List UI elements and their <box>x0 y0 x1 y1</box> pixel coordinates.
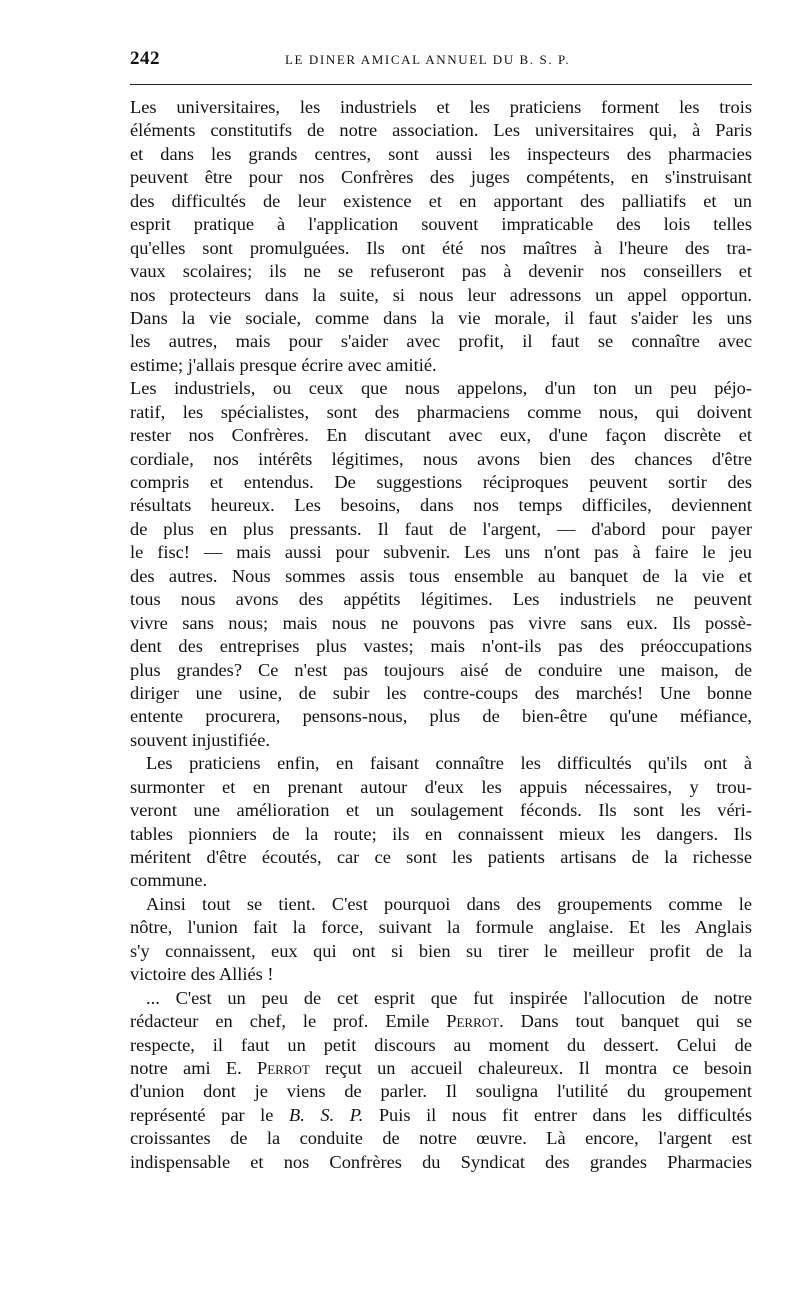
text-line: Les praticiens enfin, en faisant connaître les difficultés qu'ils ont à <box>146 753 752 774</box>
running-title: LE DINER AMICAL ANNUEL DU B. S. P. <box>285 52 571 67</box>
text-line: compris et entendus. De suggestions réciproques peuvent sortir des <box>130 472 752 492</box>
text-line: diriger une usine, de subir les contre-coups des marchés! Une bonne <box>130 682 752 703</box>
text-line: esprit pratique à l'application souvent impraticable des lois telles <box>130 214 752 235</box>
text-line: Les industriels, ou ceux que nous appelons, d'un ton un peu péjo- <box>130 378 752 399</box>
text-line: nôtre, l'union fait la force, suivant la formule anglaise. Et les Anglais <box>130 917 752 938</box>
text-line: plus grandes? Ce n'est pas toujours aisé de conduire une maison, de <box>130 659 752 680</box>
text-line: méritent d'être écoutés, car ce sont les patients artisans de la richesse <box>130 847 752 867</box>
text-line: ... C'est un peu de cet esprit que fut inspirée l'allocution de notre <box>146 987 752 1008</box>
header-rule <box>130 84 752 85</box>
text-line: Ainsi tout se tient. C'est pourquoi dans des groupements comme le <box>146 893 752 914</box>
text-line: commune. <box>130 870 208 891</box>
text-line: des autres. Nous sommes assis tous ensemble au banquet de la vie et <box>130 565 752 586</box>
text-line: croissantes de la conduite de notre œuvre. Là encore, l'argent est <box>130 1128 752 1149</box>
text-line: s'y connaissent, eux qui ont si bien su tirer le meilleur profit de la <box>130 940 752 961</box>
text-line: Les universitaires, les industriels et les praticiens forment les trois <box>130 97 752 117</box>
text-line: les autres, mais pour s'aider avec profit, il faut se connaître avec <box>130 331 752 352</box>
text-line: souvent injustifiée. <box>130 729 270 750</box>
text-line <box>130 1104 752 1127</box>
text-line: tables pionniers de la route; ils en connaissent mieux les dangers. Ils <box>130 823 752 844</box>
text-fragment: reçut un accueil chaleureux. Il montra ce besoin <box>325 1057 752 1078</box>
text-line: veront une amélioration et un soulagement féconds. Ils sont les véri- <box>130 800 752 821</box>
author-name: Perrot <box>446 1011 500 1032</box>
text-line: estime; j'allais presque écrire avec amitié. <box>130 354 437 375</box>
text-line: qu'elles sont promulguées. Ils ont été nos maîtres à l'heure des tra- <box>130 237 752 258</box>
page-header <box>130 44 750 74</box>
text-line: éléments constitutifs de notre association. Les universitaires qui, à Paris <box>130 120 752 141</box>
text-line: d'union dont je viens de parler. Il souligna l'utilité du groupement <box>130 1081 752 1102</box>
text-line: vivre sans nous; mais nous ne pouvons pas vivre sans eux. Ils possè- <box>130 612 752 633</box>
text-line <box>130 1057 752 1080</box>
page-number: 242 <box>130 48 160 69</box>
text-line: cordiale, nos intérêts légitimes, nous avons bien des chances d'être <box>130 448 752 469</box>
text-line: des difficultés de leur existence et en apportant des palliatifs et un <box>130 190 752 211</box>
author-name: Perrot <box>256 1057 310 1078</box>
text-line: peuvent être pour nos Confrères des juges compétents, en s'instruisant <box>130 167 752 188</box>
text-line: vaux scolaires; ils ne se refuseront pas à devenir nos conseillers et <box>130 261 752 282</box>
text-line: entente procurera, pensons-nous, plus de bien-être qu'une méfiance, <box>130 706 752 727</box>
text-fragment: . Dans tout banquet qui se <box>499 1011 752 1032</box>
text-line <box>130 1010 752 1033</box>
organization-abbrev: B. S. P. <box>289 1104 364 1125</box>
text-fragment: représenté par le <box>130 1104 274 1125</box>
text-line: tous nous avons des appétits légitimes. Les industriels ne peuvent <box>130 589 752 610</box>
text-line: dent des entreprises plus vastes; mais n'ont-ils pas des préoccupations <box>130 636 752 657</box>
text-line: victoire des Alliés ! <box>130 964 274 985</box>
text-fragment: Puis il nous fit entrer dans les difficultés <box>378 1104 752 1125</box>
text-fragment: rédacteur en chef, le prof. Emile <box>130 1011 430 1032</box>
text-line: résultats heureux. Les besoins, dans nos temps difficiles, deviennent <box>130 495 752 516</box>
text-line: le fisc! — mais aussi pour subvenir. Les uns n'ont pas à faire le jeu <box>130 542 752 563</box>
text-line: de plus en plus pressants. Il faut de l'argent, — d'abord pour payer <box>130 518 752 539</box>
text-line: rester nos Confrères. En discutant avec eux, d'une façon discrète et <box>130 425 752 446</box>
text-line: respecte, il faut un petit discours au moment du dessert. Celui de <box>130 1034 752 1055</box>
text-line: ratif, les spécialistes, sont des pharmaciens comme nous, qui doivent <box>130 401 752 422</box>
text-line: Dans la vie sociale, comme dans la vie morale, il faut s'aider les uns <box>130 307 752 328</box>
text-line: indispensable et nos Confrères du Syndicat des grandes Pharmacies <box>130 1151 752 1172</box>
text-line: et dans les grands centres, sont aussi les inspecteurs des pharmacies <box>130 143 752 164</box>
text-fragment: notre ami E. <box>130 1057 242 1078</box>
body-text <box>130 96 752 1174</box>
text-line: nos protecteurs dans la suite, si nous leur adressons un appel opportun. <box>130 284 752 305</box>
text-line: surmonter et en prenant autour d'eux les appuis nécessaires, y trou- <box>130 776 752 797</box>
